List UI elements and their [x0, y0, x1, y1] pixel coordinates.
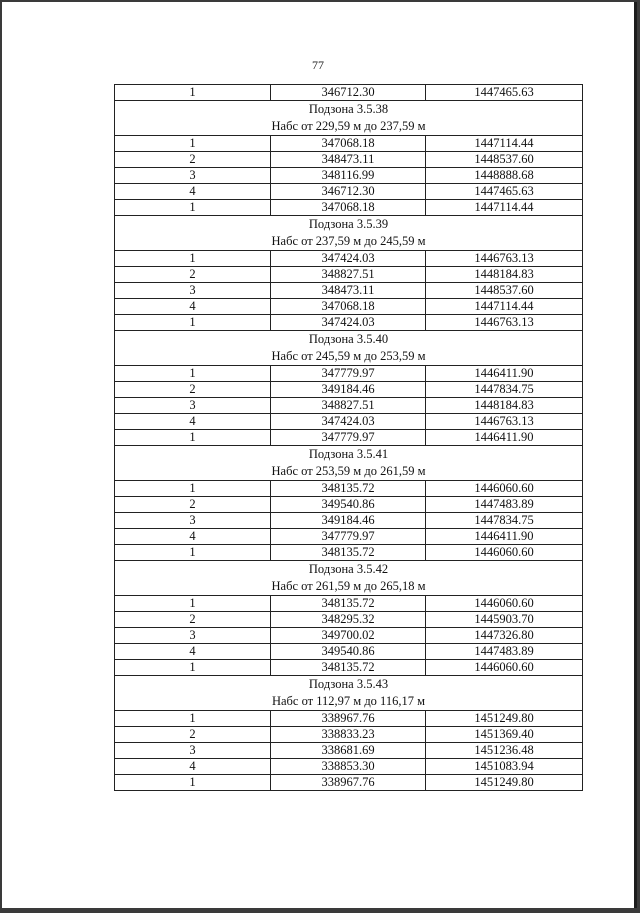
x-coordinate-cell: 338681.69	[271, 743, 426, 759]
x-coordinate-cell: 347424.03	[271, 315, 426, 331]
subzone-title: Подзона 3.5.42	[308, 562, 389, 576]
subzone-title: Подзона 3.5.38	[308, 102, 389, 116]
table-row	[115, 267, 583, 283]
table-row	[115, 529, 583, 545]
table-row	[115, 200, 583, 216]
x-coordinate-cell: 348473.11	[271, 283, 426, 299]
subzone-header	[115, 216, 583, 251]
subzone-header-row	[115, 446, 583, 481]
subzone-height-range: Набс от 245,59 м до 253,59 м	[271, 349, 426, 363]
point-number-cell: 4	[115, 644, 271, 660]
x-coordinate-cell: 348135.72	[271, 481, 426, 497]
point-number-cell: 1	[115, 251, 271, 267]
x-coordinate-cell: 338967.76	[271, 775, 426, 791]
subzone-header-row	[115, 331, 583, 366]
subzone-height-range: Набс от 112,97 м до 116,17 м	[271, 694, 426, 708]
y-coordinate-cell: 1451369.40	[426, 727, 583, 743]
x-coordinate-cell: 347068.18	[271, 200, 426, 216]
y-coordinate-cell: 1446060.60	[426, 660, 583, 676]
table-row	[115, 596, 583, 612]
table-row	[115, 85, 583, 101]
y-coordinate-cell: 1447465.63	[426, 85, 583, 101]
point-number-cell: 3	[115, 743, 271, 759]
y-coordinate-cell: 1447114.44	[426, 299, 583, 315]
y-coordinate-cell: 1448184.83	[426, 267, 583, 283]
y-coordinate-cell: 1446411.90	[426, 430, 583, 446]
table-row	[115, 545, 583, 561]
y-coordinate-cell: 1448184.83	[426, 398, 583, 414]
x-coordinate-cell: 349540.86	[271, 644, 426, 660]
table-row	[115, 382, 583, 398]
y-coordinate-cell: 1447834.75	[426, 382, 583, 398]
page-number: 77	[312, 58, 324, 72]
point-number-cell: 1	[115, 85, 271, 101]
subzone-title: Подзона 3.5.43	[308, 677, 389, 691]
y-coordinate-cell: 1448537.60	[426, 283, 583, 299]
subzone-header-row	[115, 561, 583, 596]
y-coordinate-cell: 1451249.80	[426, 711, 583, 727]
y-coordinate-cell: 1448888.68	[426, 168, 583, 184]
x-coordinate-cell: 347068.18	[271, 299, 426, 315]
point-number-cell: 4	[115, 759, 271, 775]
x-coordinate-cell: 349184.46	[271, 513, 426, 529]
table-row	[115, 743, 583, 759]
table-row	[115, 184, 583, 200]
x-coordinate-cell: 347068.18	[271, 136, 426, 152]
y-coordinate-cell: 1447326.80	[426, 628, 583, 644]
x-coordinate-cell: 347779.97	[271, 430, 426, 446]
point-number-cell: 3	[115, 628, 271, 644]
point-number-cell: 4	[115, 299, 271, 315]
x-coordinate-cell: 347424.03	[271, 251, 426, 267]
point-number-cell: 2	[115, 612, 271, 628]
table-row	[115, 497, 583, 513]
y-coordinate-cell: 1445903.70	[426, 612, 583, 628]
x-coordinate-cell: 348116.99	[271, 168, 426, 184]
y-coordinate-cell: 1446763.13	[426, 414, 583, 430]
table-row	[115, 152, 583, 168]
x-coordinate-cell: 349184.46	[271, 382, 426, 398]
point-number-cell: 2	[115, 497, 271, 513]
x-coordinate-cell: 349540.86	[271, 497, 426, 513]
subzone-height-range: Набс от 229,59 м до 237,59 м	[271, 119, 426, 133]
table-row	[115, 315, 583, 331]
point-number-cell: 1	[115, 200, 271, 216]
x-coordinate-cell: 348135.72	[271, 660, 426, 676]
point-number-cell: 4	[115, 184, 271, 200]
subzone-height-range: Набс от 237,59 м до 245,59 м	[271, 234, 426, 248]
point-number-cell: 1	[115, 315, 271, 331]
point-number-cell: 3	[115, 398, 271, 414]
point-number-cell: 1	[115, 430, 271, 446]
y-coordinate-cell: 1446763.13	[426, 315, 583, 331]
table-row	[115, 251, 583, 267]
table-row	[115, 414, 583, 430]
x-coordinate-cell: 346712.30	[271, 184, 426, 200]
point-number-cell: 3	[115, 283, 271, 299]
y-coordinate-cell: 1447465.63	[426, 184, 583, 200]
x-coordinate-cell: 348473.11	[271, 152, 426, 168]
table-row	[115, 481, 583, 497]
x-coordinate-cell: 348135.72	[271, 545, 426, 561]
table-row	[115, 644, 583, 660]
point-number-cell: 3	[115, 168, 271, 184]
y-coordinate-cell: 1446763.13	[426, 251, 583, 267]
x-coordinate-cell: 347424.03	[271, 414, 426, 430]
x-coordinate-cell: 347779.97	[271, 529, 426, 545]
x-coordinate-cell: 349700.02	[271, 628, 426, 644]
x-coordinate-cell: 348827.51	[271, 267, 426, 283]
y-coordinate-cell: 1447483.89	[426, 497, 583, 513]
x-coordinate-cell: 338833.23	[271, 727, 426, 743]
x-coordinate-cell: 348295.32	[271, 612, 426, 628]
point-number-cell: 1	[115, 711, 271, 727]
subzone-header	[115, 101, 583, 136]
table-row	[115, 628, 583, 644]
y-coordinate-cell: 1446411.90	[426, 366, 583, 382]
subzone-header	[115, 446, 583, 481]
point-number-cell: 2	[115, 267, 271, 283]
y-coordinate-cell: 1451083.94	[426, 759, 583, 775]
subzone-title: Подзона 3.5.41	[308, 447, 389, 461]
point-number-cell: 1	[115, 545, 271, 561]
y-coordinate-cell: 1446060.60	[426, 481, 583, 497]
subzone-height-range: Набс от 261,59 м до 265,18 м	[271, 579, 426, 593]
y-coordinate-cell: 1451249.80	[426, 775, 583, 791]
document-page	[2, 2, 637, 908]
y-coordinate-cell: 1448537.60	[426, 152, 583, 168]
x-coordinate-cell: 348135.72	[271, 596, 426, 612]
table-row	[115, 727, 583, 743]
table-row	[115, 759, 583, 775]
table-row	[115, 168, 583, 184]
subzone-header-row	[115, 216, 583, 251]
subzone-height-range: Набс от 253,59 м до 261,59 м	[271, 464, 426, 478]
table-row	[115, 660, 583, 676]
y-coordinate-cell: 1447834.75	[426, 513, 583, 529]
table-row	[115, 711, 583, 727]
x-coordinate-cell: 338967.76	[271, 711, 426, 727]
point-number-cell: 1	[115, 660, 271, 676]
subzone-header-row	[115, 101, 583, 136]
y-coordinate-cell: 1446060.60	[426, 596, 583, 612]
point-number-cell: 1	[115, 136, 271, 152]
point-number-cell: 2	[115, 382, 271, 398]
table-row	[115, 283, 583, 299]
x-coordinate-cell: 338853.30	[271, 759, 426, 775]
table-row	[115, 612, 583, 628]
subzone-header	[115, 676, 583, 711]
point-number-cell: 4	[115, 529, 271, 545]
point-number-cell: 1	[115, 775, 271, 791]
point-number-cell: 2	[115, 727, 271, 743]
y-coordinate-cell: 1446411.90	[426, 529, 583, 545]
coordinates-table-body	[115, 85, 583, 791]
subzone-header	[115, 331, 583, 366]
point-number-cell: 2	[115, 152, 271, 168]
table-row	[115, 430, 583, 446]
point-number-cell: 1	[115, 366, 271, 382]
table-row	[115, 366, 583, 382]
subzone-title: Подзона 3.5.39	[308, 217, 389, 231]
point-number-cell: 4	[115, 414, 271, 430]
x-coordinate-cell: 347779.97	[271, 366, 426, 382]
y-coordinate-cell: 1451236.48	[426, 743, 583, 759]
table-row	[115, 398, 583, 414]
point-number-cell: 3	[115, 513, 271, 529]
table-row	[115, 775, 583, 791]
table-row	[115, 513, 583, 529]
y-coordinate-cell: 1447483.89	[426, 644, 583, 660]
point-number-cell: 1	[115, 481, 271, 497]
point-number-cell: 1	[115, 596, 271, 612]
y-coordinate-cell: 1446060.60	[426, 545, 583, 561]
x-coordinate-cell: 346712.30	[271, 85, 426, 101]
x-coordinate-cell: 348827.51	[271, 398, 426, 414]
table-row	[115, 136, 583, 152]
table-row	[115, 299, 583, 315]
subzone-title: Подзона 3.5.40	[308, 332, 389, 346]
subzone-header-row	[115, 676, 583, 711]
subzone-header	[115, 561, 583, 596]
coordinates-table	[114, 84, 583, 791]
y-coordinate-cell: 1447114.44	[426, 136, 583, 152]
y-coordinate-cell: 1447114.44	[426, 200, 583, 216]
